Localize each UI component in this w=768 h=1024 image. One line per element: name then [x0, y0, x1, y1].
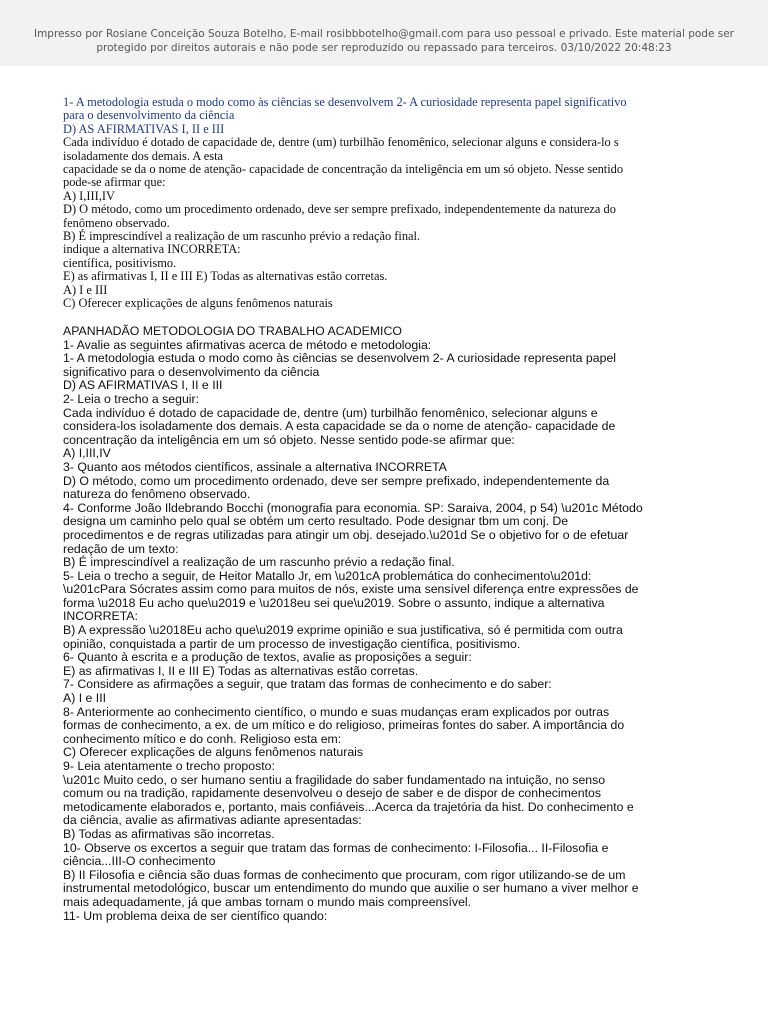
text-line: 7- Considere as afirmações a seguir, que tratam das formas de conhecimento e do saber: [63, 677, 552, 692]
text-line: D) O método, como um procedimento ordenado, deve ser sempre prefixado, independentemente da [63, 473, 610, 488]
text-line: INCORRETA: [63, 609, 138, 624]
text-line: para o desenvolvimento da ciência [63, 108, 235, 123]
text-line: C) Oferecer explicações de alguns fenômenos naturais [63, 745, 364, 760]
text-line: E) as afirmativas I, II e III E) Todas as alternativas estão corretas. [63, 663, 419, 678]
text-line: natureza do fenômeno observado. [63, 487, 251, 502]
text-line: D) AS AFIRMATIVAS I, II e III [63, 378, 223, 393]
copyright-watermark [20, 27, 748, 55]
text-line: 9- Leia atentamente o trecho proposto: [63, 759, 275, 773]
text-line: APANHADÃO METODOLOGIA DO TRABALHO ACADEMICO [63, 324, 402, 338]
text-line: 11- Um problema deixa de ser científico quando: [63, 908, 328, 923]
text-line: D) O método, como um procedimento ordenado, deve ser sempre prefixado, independentemente da natureza do [63, 202, 616, 217]
text-line: 2- Leia o trecho a seguir: [63, 391, 200, 406]
text-line: redação de um texto: [63, 541, 179, 556]
text-line: designa um caminho pelo qual se obtém um certo resultado. Pode designar tbm um conj. De [63, 514, 569, 529]
text-line: instrumental metodológico, buscar um entendimento do mundo que auxilie o ser humano a viver melhor e [63, 881, 639, 896]
text-line: significativo para o desenvolvimento da ciência [63, 364, 320, 379]
text-line: B) A expressão \u2018Eu acho que\u2019 exprime opinião e sua justificativa, só é permitida com outra [63, 623, 623, 638]
text-line: A) I e III [63, 691, 107, 706]
text-line: comum ou na tradição, rapidamente desenvolveu o desejo de saber e de dispor de conhecimentos [63, 786, 601, 801]
text-line: B) É imprescindível a realização de um rascunho prévio a redação final. [63, 555, 455, 570]
text-line: E) as afirmativas I, II e III E) Todas as alternativas estão corretas. [63, 269, 388, 284]
text-line: considera-los isoladamente dos demais. A esta capacidade se da o nome de atenção- capacidade de [63, 419, 616, 434]
text-line: conhecimento mítico e do conh. Religioso esta em: [63, 731, 342, 746]
text-line: A) I,III,IV [63, 188, 115, 203]
watermark-line: protegido por direitos autorais e não pode ser reproduzido ou repassado para terceiros. 03/10/2022 20:48:23 [96, 42, 672, 54]
text-line: da ciência, avalie as afirmativas adiante apresentadas: [63, 813, 362, 828]
text-line: Cada indivíduo é dotado de capacidade de, dentre (um) turbilhão fenomênico, selecionar alguns e considera-lo s [63, 135, 619, 150]
text-line: mais adequadamente, já que ambas tornam o mundo mais compreensível. [63, 894, 472, 909]
text-line: indique a alternativa INCORRETA: [63, 242, 241, 257]
text-line: B) Todas as afirmativas são incorretas. [63, 826, 275, 841]
text-line: 8- Anteriormente ao conhecimento científico, o mundo e suas mudanças eram explicados por outras [63, 704, 610, 719]
text-line: ciência...III-O conhecimento [63, 854, 216, 869]
text-line: 5- Leia o trecho a seguir, de Heitor Matallo Jr, em \u201cA problemática do conhecimento\u201d: [63, 568, 592, 583]
text-line: \u201c Muito cedo, o ser humano sentiu a fragilidade do saber fundamentado na intuição, no senso [63, 772, 606, 787]
text-line: procedimentos e de regras utilizadas para atingir um obj. desejado.\u201d Se o objetivo for o de efetuar [63, 527, 629, 542]
text-line: B) É imprescindível a realização de um rascunho prévio a redação final. [63, 229, 421, 244]
watermark-line: Impresso por Rosiane Conceição Souza Botelho, E-mail rosibbbotelho@gmail.com para uso pessoal e privado. Este material pode ser [33, 28, 734, 40]
text-line: 1- A metodologia estuda o modo como às ciências se desenvolvem 2- A curiosidade representa papel significativo [63, 95, 627, 109]
text-line: 3- Quanto aos métodos científicos, assinale a alternativa INCORRETA [63, 459, 447, 474]
text-line: pode-se afirmar que: [63, 175, 166, 190]
text-line: \u201cPara Sócrates assim como para muitos de nós, existe uma sensível diferença entre expressões de [63, 582, 639, 597]
text-line: C) Oferecer explicações de alguns fenômenos naturais [63, 296, 333, 311]
text-line: isoladamente dos demais. A esta [63, 148, 224, 163]
text-line: opinião, conquistada a partir de um processo de investigação científica, positivismo. [63, 636, 521, 651]
text-line: metodicamente elaborados e, portanto, mais confiáveis...Acerca da trajetória da hist. Do conhecimento e [63, 799, 634, 814]
text-line: 1- A metodologia estuda o modo como às ciências se desenvolvem 2- A curiosidade representa papel [63, 351, 617, 366]
answer-summary [63, 96, 703, 311]
text-line: fenômeno observado. [63, 215, 170, 230]
text-line: formas de conhecimento, a ex. de um mítico e do religioso, primeiras fontes do saber. A importância do [63, 718, 625, 733]
text-line: 4- Conforme João Ildebrando Bocchi (monografia para economia. SP: Saraiva, 2004, p 54) \u201c Método [63, 500, 643, 515]
study-guide-text [63, 325, 723, 923]
text-line: 10- Observe os excertos a seguir que tratam das formas de conhecimento: I-Filosofia... II-Filosofia e [63, 840, 609, 855]
text-line: científica, positivismo. [63, 255, 177, 270]
text-line: capacidade se da o nome de atenção- capacidade de concentração da inteligência em um só objeto. Nesse sentido [63, 162, 624, 177]
text-line: 6- Quanto à escrita e a produção de textos, avalie as proposições a seguir: [63, 650, 472, 665]
text-line: Cada indivíduo é dotado de capacidade de, dentre (um) turbilhão fenomênico, selecionar alguns e [63, 405, 598, 420]
text-line: A) I e III [63, 282, 108, 297]
text-line: 1- Avalie as seguintes afirmativas acerca de método e metodologia: [63, 337, 432, 352]
text-line: A) I,III,IV [63, 446, 111, 461]
text-line: concentração da inteligência em um só objeto. Nesse sentido pode-se afirmar que: [63, 432, 515, 447]
text-line: B) II Filosofia e ciência são duas formas de conhecimento que procuram, com rigor utilizando-se de um [63, 867, 626, 882]
text-line: forma \u2018 Eu acho que\u2019 e \u2018eu sei que\u2019. Sobre o assunto, indique a alternativa [63, 595, 605, 610]
text-line: D) AS AFIRMATIVAS I, II e III [63, 121, 225, 136]
